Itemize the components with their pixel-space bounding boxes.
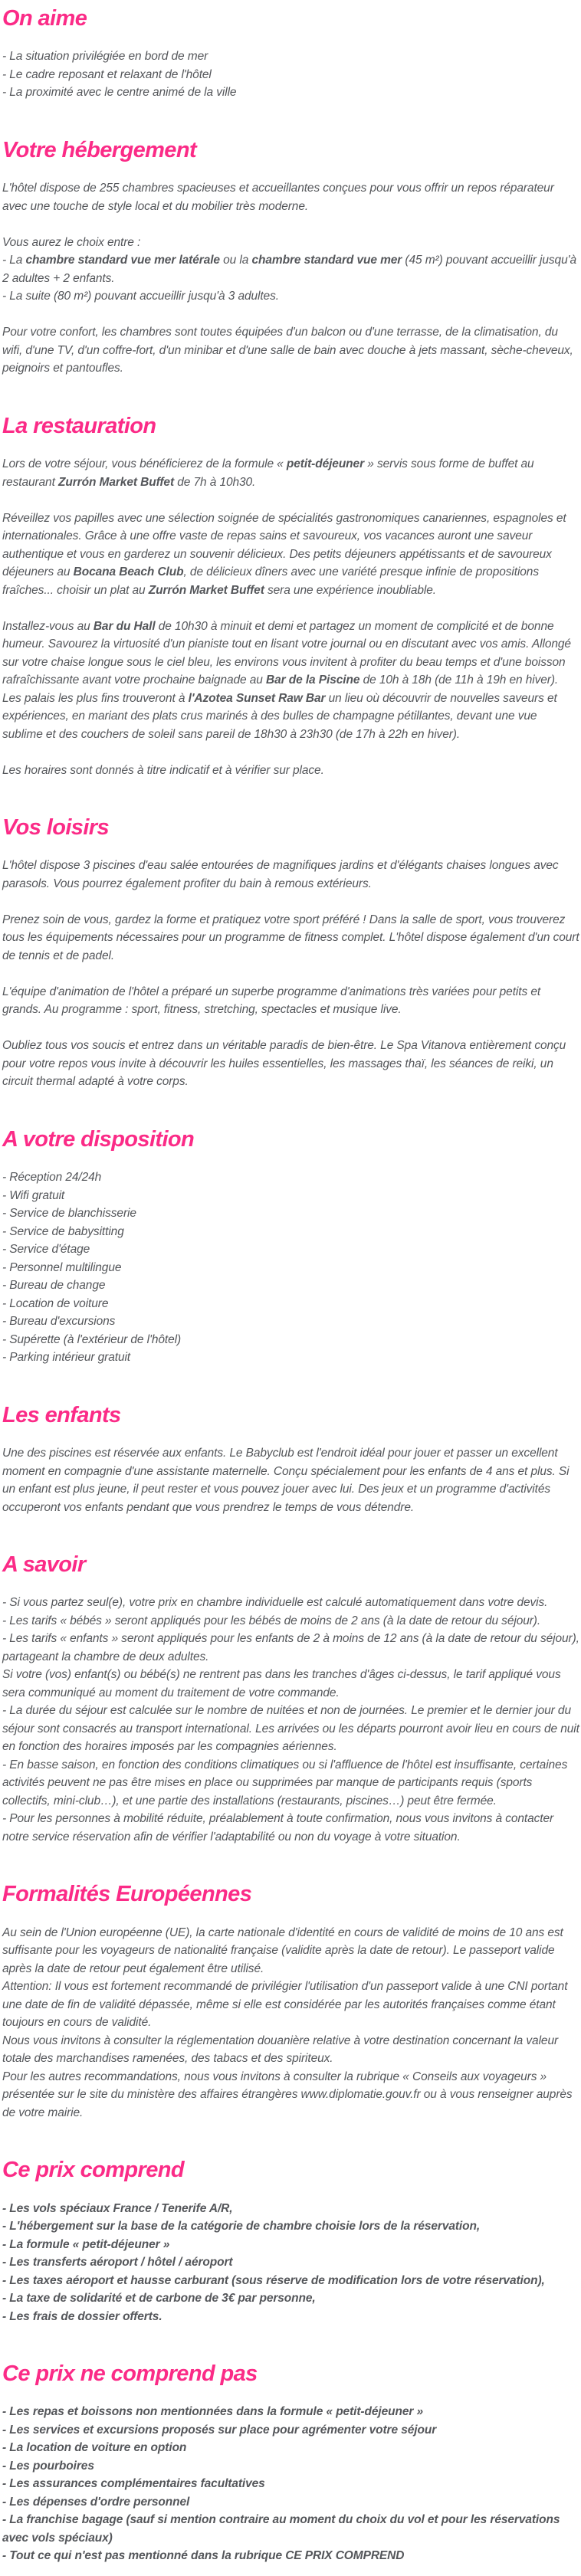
text-segment: - Les tarifs « enfants » seront appliqués pour les enfants de 2 à moins de 12 ans (à la date de retour du séjour), partageant la chambre de deux adultes. <box>2 1632 579 1663</box>
text-segment: - Les repas et boissons non mentionnées dans la formule « petit-déjeuner » <box>2 2405 424 2419</box>
text-segment: - La situation privilégiée en bord de mer <box>2 50 208 64</box>
text-segment: un lieu où découvrir de nouvelles saveurs et expériences, en mariant des plats crus marinés à des bulles de champagne pétillantes, devant une vue sublime et des couchers de soleil sans pareil de 18h30 à 23h30 (de 17h à 22h en hiver). <box>2 691 557 741</box>
list-line <box>2 1240 579 1259</box>
emphasized-text: chambre standard vue mer latérale <box>25 254 220 267</box>
text-segment: Les horaires sont donnés à titre indicatif et à vérifier sur place. <box>2 763 324 777</box>
text-segment: - Si vous partez seul(e), votre prix en chambre individuelle est calculé automatiquement dans votre devis. <box>2 1596 548 1610</box>
emphasized-text: chambre standard vue mer <box>251 254 402 267</box>
text-segment: Lors de votre séjour, vous bénéficierez de la formule « <box>2 457 287 471</box>
list-line <box>2 2547 579 2565</box>
section-heading-on-aime: On aime <box>2 6 87 31</box>
paragraph <box>2 1594 579 1612</box>
section-heading-restauration: La restauration <box>2 413 156 438</box>
text-segment: - Les tarifs « bébés » seront appliqués pour les bébés de moins de 2 ans (à la date de retour du séjour). <box>2 1614 541 1627</box>
list-line <box>2 1313 579 1331</box>
paragraph <box>2 983 579 1019</box>
paragraph <box>2 1810 579 1846</box>
list-line <box>2 2439 579 2457</box>
text-segment: , de délicieux dîners avec une variété presque infinie de propositions fraîches... choisir un plat au <box>2 565 539 597</box>
paragraph-spacer <box>2 491 579 510</box>
text-segment: » servis sous forme de buffet au restaurant <box>2 457 534 489</box>
list-line <box>2 2421 579 2440</box>
emphasized-text: petit-déjeuner <box>286 457 365 471</box>
list-line <box>2 1259 579 1277</box>
text-segment: - La <box>2 254 26 267</box>
text-segment: - Les dépenses d'ordre personnel <box>2 2495 190 2509</box>
text-segment: (45 m²) pouvant accueillir jusqu'à 2 adultes + 2 enfants. <box>2 254 576 285</box>
text-segment: - Les transferts aéroport / hôtel / aéroport <box>2 2256 233 2270</box>
text-segment: sera une expérience inoubliable. <box>264 583 436 597</box>
text-segment: Nous vous invitons à consulter la réglementation douanière relative à votre destination concernant la valeur totale des marchandises ramenées, des tabacs et des spiriteux. <box>2 2034 559 2066</box>
text-segment: - La proximité avec le centre animé de la ville <box>2 86 237 100</box>
text-segment: - Les vols spéciaux France / Tenerife A/R, <box>2 2201 233 2215</box>
list-line <box>2 2200 579 2218</box>
text-segment: Attention: Il vous est fortement recommandé de privilégier l'utilisation d'un passeport valide à une CNI portant une date de fin de validité dépassée, même si elle est considérée par les autorités françaises comme étant toujours en cours de validité. <box>2 1980 568 2030</box>
text-segment: - Location de voiture <box>2 1296 109 1310</box>
list-line <box>2 1187 579 1205</box>
section-heading-prix-comprend: Ce prix comprend <box>2 2158 184 2183</box>
list-line <box>2 2475 579 2493</box>
text-segment: - Bureau d'excursions <box>2 1315 116 1329</box>
list-line <box>2 84 579 102</box>
text-segment: Prenez soin de vous, gardez la forme et pratiquez votre sport préféré ! Dans la salle de sport, vous trouverez tous les équipements nécessaires pour un programme de fitness complet. L'hôtel dispose également d'un court de tennis et de padel. <box>2 913 579 962</box>
text-segment: - Les pourboires <box>2 2459 94 2473</box>
section-disposition <box>2 1127 579 1367</box>
text-segment: - Les taxes aéroport et hausse carburant (sous réserve de modification lors de votre réservation), <box>2 2273 545 2287</box>
list-line <box>2 2217 579 2236</box>
text-segment: Vous aurez le choix entre : <box>2 235 141 249</box>
section-prix-comprend <box>2 2158 579 2325</box>
text-segment: - La franchise bagage (sauf si mention contraire au moment du choix du vol et pour les réservations avec vols spéciaux) <box>2 2513 560 2545</box>
section-a-savoir <box>2 1552 579 1846</box>
paragraph <box>2 1756 579 1811</box>
text-segment: - La formule « petit-déjeuner » <box>2 2237 170 2251</box>
section-heading-a-savoir: A savoir <box>2 1552 86 1578</box>
text-segment: Si votre (vos) enfant(s) ou bébé(s) ne rentrent pas dans les tranches d'âges ci-dessus, le tarif appliqué vous sera communiqué au moment du traitement de votre commande. <box>2 1668 561 1699</box>
list-line <box>2 2272 579 2290</box>
list-line <box>2 251 579 287</box>
text-segment: Pour les autres recommandations, nous vous invitons à consulter la rubrique « Conseils aux voyageurs » présentée sur le site du ministère des affaires étrangères www.diplomatie.gouv.fr ou à vous renseigner auprès de votre mairie. <box>2 2070 573 2119</box>
text-segment: - Pour les personnes à mobilité réduite, préalablement à toute confirmation, nous vous invitons à contacter notre service réservation afin de vérifier l'adaptabilité ou non du voyage à votre situation. <box>2 1812 554 1844</box>
paragraph <box>2 1630 579 1666</box>
text-segment: Oubliez tous vos soucis et entrez dans un véritable paradis de bien-être. Le Spa Vitanova entièrement conçu pour votre repos vous invite à découvrir les huiles essentielles, les massages thaï, les séances de reiki, un circuit thermal adapté à votre corps. <box>2 1039 566 1089</box>
text-segment: - En basse saison, en fonction des conditions climatiques ou si l'affluence de l'hôtel est insuffisante, certaines activités peuvent ne pas être mises en place ou supprimées par manque de participants requis (sports collectifs, mini-club…), et une partie des installations (restaurants, piscines…) peut être fermée. <box>2 1758 568 1807</box>
section-heading-formalites: Formalités Européennes <box>2 1882 252 1907</box>
list-line <box>2 2253 579 2272</box>
list-line <box>2 1277 579 1295</box>
section-hebergement <box>2 138 579 378</box>
text-segment: - Parking intérieur gratuit <box>2 1351 131 1365</box>
text-segment: L'hôtel dispose de 255 chambres spacieuses et accueillantes conçues pour vous offrir un repos réparateur avec une touche de style local et du mobilier très moderne. <box>2 182 554 213</box>
paragraph <box>2 1612 579 1630</box>
section-heading-prix-ne-comprend-pas: Ce prix ne comprend pas <box>2 2361 258 2387</box>
text-segment: de 10h30 à minuit et demi et partagez un moment de complicité et de bonne humeur. Savourez la virtuosité d'un pianiste tout en lisant votre journal ou en discutant avec vos amis. Allongé sur votre chaise longue sous le ciel bleu, les environs vous invitent à profiter du beau temps et d'une boisson rafraîchissante avant votre prochaine baignade au <box>2 619 571 687</box>
emphasized-text: Bar du Hall <box>93 619 156 633</box>
text-segment: - Supérette (à l'extérieur de l'hôtel) <box>2 1332 182 1346</box>
emphasized-text: Bar de la Piscine <box>265 673 360 687</box>
paragraph <box>2 911 579 965</box>
section-prix-ne-comprend-pas <box>2 2361 579 2565</box>
list-line <box>2 2308 579 2326</box>
section-restauration <box>2 414 579 779</box>
paragraph <box>2 1037 579 1091</box>
text-segment: - Bureau de change <box>2 1279 106 1293</box>
text-segment: - Le cadre reposant et relaxant de l'hôtel <box>2 67 212 81</box>
paragraph-spacer <box>2 893 579 911</box>
paragraph <box>2 1978 579 2032</box>
paragraph <box>2 323 579 378</box>
text-segment: de 7h à 10h30. <box>174 475 256 489</box>
emphasized-text: l'Azotea Sunset Raw Bar <box>188 691 326 705</box>
list-line <box>2 2457 579 2476</box>
hotel-description-content <box>2 6 579 2565</box>
text-segment: de 10h à 18h (de 11h à 19h en hiver). Les palais les plus fins trouveront à <box>2 673 559 705</box>
text-segment: - Les assurances complémentaires facultatives <box>2 2477 265 2491</box>
section-heading-loisirs: Vos loisirs <box>2 815 109 841</box>
emphasized-text: Zurrón Market Buffet <box>58 475 175 489</box>
list-line <box>2 1295 579 1313</box>
text-segment: - Personnel multilingue <box>2 1260 122 1274</box>
list-line <box>2 1223 579 1241</box>
paragraph <box>2 2032 579 2068</box>
section-heading-hebergement: Votre hébergement <box>2 137 197 162</box>
text-segment: Au sein de l'Union européenne (UE), la carte nationale d'identité en cours de validité de moins de 10 ans est suffisante pour les voyageurs de nationalité française (validite après la date de retour). Le passeport valide après la date de retour peut également être utilisé. <box>2 1925 563 1975</box>
section-enfants <box>2 1403 579 1516</box>
text-segment: Pour votre confort, les chambres sont toutes équipées d'un balcon ou d'une terrasse, de la climatisation, du wifi, d'une TV, d'un coffre-fort, d'un minibar et d'une salle de bain avec douche à jets massant, sèche-cheveux, peignoirs et pantoufles. <box>2 326 573 375</box>
list-line <box>2 2289 579 2308</box>
text-segment: Installez-vous au <box>2 619 94 633</box>
paragraph <box>2 1666 579 1702</box>
paragraph <box>2 179 579 215</box>
paragraph <box>2 1924 579 1978</box>
section-formalites <box>2 1882 579 2122</box>
text-segment: ou la <box>219 254 252 267</box>
list-line <box>2 1168 579 1187</box>
text-segment: - Service d'étage <box>2 1243 90 1257</box>
emphasized-text: Bocana Beach Club <box>73 565 184 579</box>
paragraph-spacer <box>2 599 579 618</box>
section-heading-enfants: Les enfants <box>2 1402 121 1427</box>
list-line <box>2 234 579 252</box>
paragraph-spacer <box>2 306 579 324</box>
text-segment: - La suite (80 m²) pouvant accueillir jusqu'à 3 adultes. <box>2 290 279 303</box>
list-line <box>2 1331 579 1349</box>
section-on-aime <box>2 6 579 102</box>
text-segment: - La taxe de solidarité et de carbone de 3€ par personne, <box>2 2292 316 2306</box>
list-line <box>2 48 579 66</box>
text-segment: Réveillez vos papilles avec une sélection soignée de spécialités gastronomiques canariennes, espagnoles et internationales. Grâce à une offre vaste de repas sains et savoureux, vos vacances auront une saveur authentique et vous en garderez un souvenir délicieux. Des petits déjeuners appétissants et de savoureux déjeuners au <box>2 511 566 579</box>
text-segment: - Service de blanchisserie <box>2 1207 136 1221</box>
list-line <box>2 1349 579 1367</box>
paragraph <box>2 1702 579 1756</box>
text-segment: - Les frais de dossier offerts. <box>2 2309 162 2323</box>
paragraph-spacer <box>2 1019 579 1037</box>
text-segment: - La durée du séjour est calculée sur le nombre de nuitées et non de journées. Le premier et le dernier jour du séjour sont consacrés au transport international. Les arrivées ou les départs pourront avoir lieu en cours de nuit en fonction des horaires imposés par les compagnies aériennes. <box>2 1704 579 1754</box>
paragraph <box>2 762 579 780</box>
paragraph <box>2 618 579 744</box>
list-line <box>2 66 579 84</box>
list-line <box>2 1204 579 1223</box>
text-segment: - Réception 24/24h <box>2 1171 102 1185</box>
list-line <box>2 287 579 306</box>
text-segment: Une des piscines est réservée aux enfants. Le Babyclub est l'endroit idéal pour jouer et passer un excellent moment en compagnie d'une assistante maternelle. Conçu spécialement pour les enfants de 4 ans et plus. Si un enfant est plus jeune, il peut rester et vous pouvez jouer avec lui. Des jeux et un programme d'activités occuperont vos enfants pendant que vous prendrez le temps de vous détendre. <box>2 1447 570 1514</box>
text-segment: L'équipe d'animation de l'hôtel a préparé un superbe programme d'animations très variées pour petits et grands. Au programme : sport, fitness, stretching, spectacles et musique live. <box>2 985 541 1017</box>
text-segment: - Les services et excursions proposés sur place pour agrémenter votre séjour <box>2 2423 437 2437</box>
emphasized-text: Zurrón Market Buffet <box>148 583 264 597</box>
paragraph <box>2 510 579 600</box>
text-segment: - Service de babysitting <box>2 1224 124 1238</box>
paragraph <box>2 455 579 491</box>
paragraph <box>2 1444 579 1516</box>
paragraph-spacer <box>2 215 579 234</box>
list-line <box>2 2511 579 2547</box>
list-line <box>2 2493 579 2512</box>
text-segment: L'hôtel dispose 3 piscines d'eau salée entourées de magnifiques jardins et d'élégants chaises longues avec parasols. Vous pourrez également profiter du bain à remous extérieurs. <box>2 859 559 890</box>
section-loisirs <box>2 815 579 1091</box>
list-line <box>2 2236 579 2254</box>
paragraph-spacer <box>2 743 579 762</box>
list-line <box>2 2403 579 2421</box>
paragraph <box>2 857 579 893</box>
text-segment: - La location de voiture en option <box>2 2441 187 2455</box>
paragraph-spacer <box>2 965 579 983</box>
text-segment: - Tout ce qui n'est pas mentionné dans la rubrique CE PRIX COMPREND <box>2 2549 405 2563</box>
text-segment: - L'hébergement sur la base de la catégorie de chambre choisie lors de la réservation, <box>2 2220 481 2234</box>
section-heading-disposition: A votre disposition <box>2 1126 195 1152</box>
paragraph <box>2 2068 579 2122</box>
text-segment: - Wifi gratuit <box>2 1188 65 1202</box>
